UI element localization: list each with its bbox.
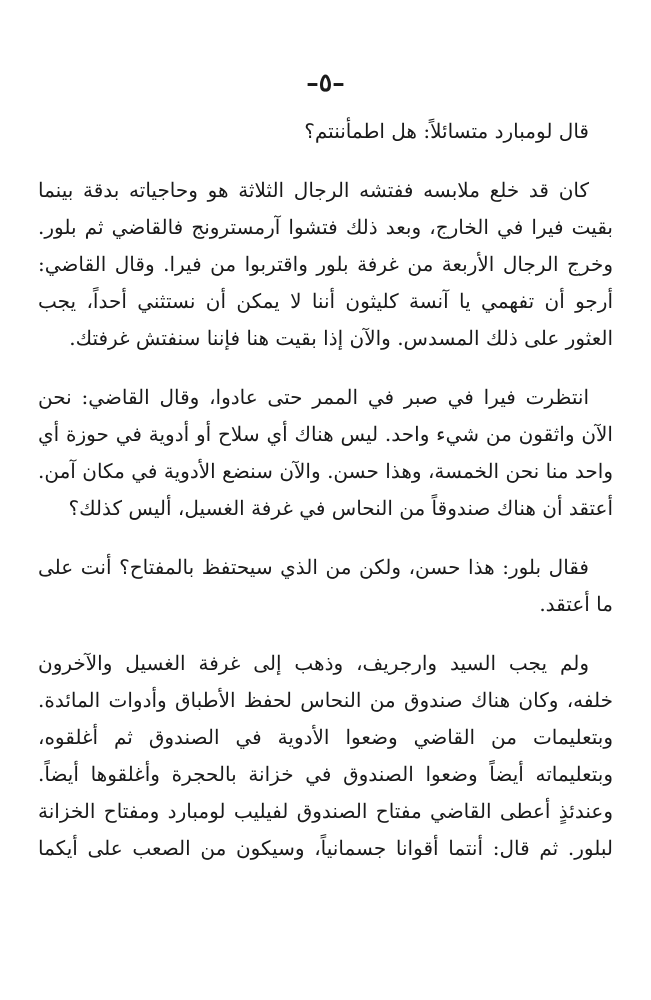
- page-number: –٥–: [306, 68, 345, 97]
- paragraph-2: كان قد خلع ملابسه ففتشه الرجال الثلاثة هو وحاجياته بدقة بينما بقيت فيرا في الخارج، وبعد ذلك فتشوا آرمسترونج فالقاضي ثم بلور. وخرج الرجال الأربعة من غرفة بلور واقتربوا من فيرا. وقال القاضي: أرجو أن تفهمي يا آنسة كليثون أننا لا يمكن أن نستثني أحداً، يجب العثور على ذلك المسدس. والآن إذا بقيت هنا فإننا سنفتش غرفتك.: [38, 178, 613, 350]
- paragraph-4: فقال بلور: هذا حسن، ولكن من الذي سيحتفظ بالمفتاح؟ أنت على ما أعتقد.: [38, 555, 613, 616]
- paragraph-3: انتظرت فيرا في صبر في الممر حتى عادوا، وقال القاضي: نحن الآن واثقون من شيء واحد. ليس هناك أي سلاح أو أدوية في حوزة أي واحد منا نحن الخمسة، وهذا حسن. والآن سنضع الأدوية في مكان آمن. أعتقد أن هناك صندوقاً من النحاس في غرفة الغسيل، أليس كذلك؟: [38, 385, 613, 520]
- book-page: [38, 58, 613, 1000]
- paragraph-1: قال لومبارد متسائلاً: هل اطمأننتم؟: [304, 119, 589, 143]
- body-text: [38, 113, 613, 867]
- paragraph-5: ولم يجب السيد وارجريف، وذهب إلى غرفة الغسيل والآخرون خلفه، وكان هناك صندوق من النحاس لحفظ الأطباق وأدوات المائدة. وبتعليمات من القاضي وضعوا الأدوية في الصندوق ثم أغلقوه، وبتعليماته أيضاً وضعوا الصندوق في خزانة بالحجرة وأغلقوها أيضاً. وعندئذٍ أعطى القاضي مفتاح الصندوق لفيليب لومبارد ومفتاح الخزانة لبلور. ثم قال: أنتما أقوانا جسمانياً، وسيكون من الصعب على أيكما: [38, 651, 613, 860]
